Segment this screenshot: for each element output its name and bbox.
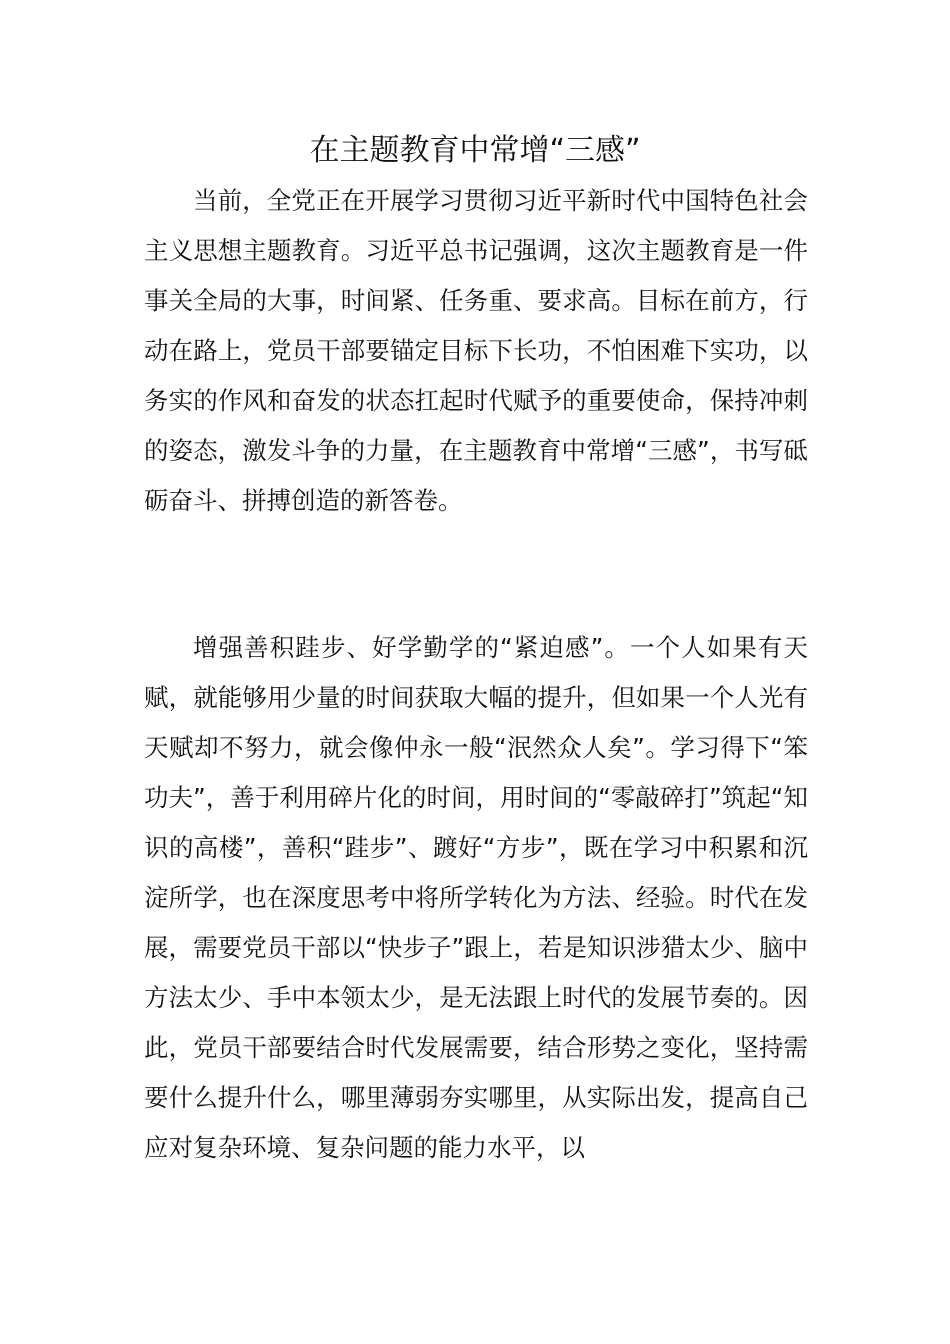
paragraph-urgency: 增强善积跬步、好学勤学的“紧迫感”。一个人如果有天赋，就能够用少量的时间获取大幅的提升，但如果一个人光有天赋却不努力，就会像仲永一般“泯然众人矣”。学习得下“笨功夫”，善于利用碎片化的时间，用时间的“零敲碎打”筑起“知识的高楼”，善积“跬步”、踱好“方步”，既在学习中积累和沉淀所学，也在深度思考中将所学转化为方法、经验。时代在发展，需要党员干部以“快步子”跟上，若是知识涉猎太少、脑中方法太少、手中本领太少，是无法跟上时代的发展节奏的。因此，党员干部要结合时代发展需要，结合形势之变化，坚持需要什么提升什么，哪里薄弱夯实哪里，从实际出发，提高自己应对复杂环境、复杂问题的能力水平，以 <box>144 633 808 1162</box>
paragraph-intro: 当前，全党正在开展学习贯彻习近平新时代中国特色社会主义思想主题教育。习近平总书记强调，这次主题教育是一件事关全局的大事，时间紧、任务重、要求高。目标在前方，行动在路上，党员干部要锚定目标下长功，不怕困难下实功，以务实的作风和奋发的状态扛起时代赋予的重要使命，保持冲刺的姿态，激发斗争的力量，在主题教育中常增“三感”，书写砥砺奋斗、拼搏创造的新答卷。 <box>144 186 808 515</box>
document-title: 在主题教育中常增“三感” <box>309 133 641 168</box>
